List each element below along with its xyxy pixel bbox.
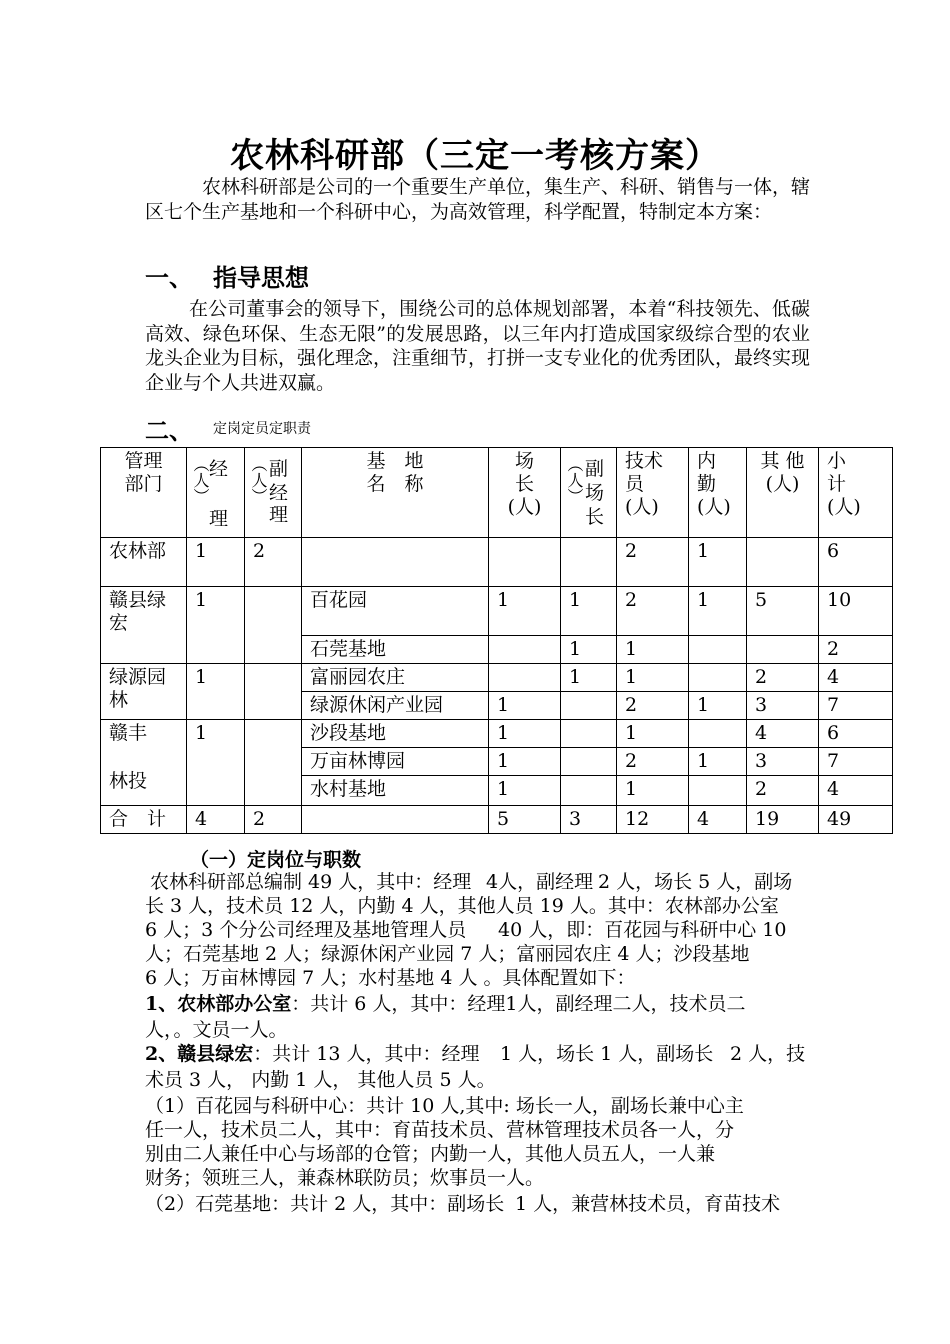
cell-deputy (245, 664, 302, 720)
cell-tech: 1 (617, 664, 689, 692)
header-subtotal: 小 计 (人) (819, 448, 893, 538)
cell-base: 绿源休闲产业园 (302, 692, 489, 720)
table-row (101, 720, 893, 748)
cell-head (489, 664, 561, 692)
section2-title: 定岗定员定职责 (213, 421, 311, 437)
cell-vice-head (561, 692, 617, 720)
cell-internal: 1 (689, 538, 747, 587)
text-line: 2 人，技 (730, 1043, 806, 1065)
section2-number: 二、 (145, 417, 193, 445)
document-title: 农林科研部（三定一考核方案） (230, 136, 720, 176)
cell-subtotal: 4 (819, 776, 893, 806)
cell-dept: 合 计 (101, 806, 187, 834)
section1-number: 一、 (145, 264, 193, 292)
cell-tech: 1 (617, 720, 689, 748)
cell-internal: 4 (689, 806, 747, 834)
cell-base: 万亩林博园 (302, 748, 489, 776)
table-row (101, 587, 893, 636)
cell-manager: 1 (187, 664, 245, 720)
cell-subtotal: 7 (819, 692, 893, 720)
text-line: 2、赣县绿宏：共计 13 人，其中：经理 (145, 1043, 480, 1065)
cell-base: 石莞基地 (302, 636, 489, 664)
header-head: 场 长 (人) (489, 448, 561, 538)
text-line: 6 人；3 个分公司经理及基地管理人员 (145, 919, 467, 941)
text-line: 人；石莞基地 2 人；绿源休闲产业园 7 人；富丽园农庄 4 人；沙段基地 (145, 943, 750, 965)
intro-paragraph: 农林科研部是公司的一个重要生产单位，集生产、科研、销售与一体，辖区七个生产基地和一个科研中心，为高效管理，科学配置，特制定本方案： (145, 176, 811, 223)
cell-tech: 2 (617, 692, 689, 720)
cell-head: 1 (489, 587, 561, 636)
header-internal: 内 勤 (人) (689, 448, 747, 538)
cell-base: 百花园 (302, 587, 489, 636)
text-line: （1）百花园与科研中心：共计 10 人,其中: 场长一人，副场长兼中心主 (145, 1095, 744, 1117)
cell-dept: 赣丰 林投 (101, 720, 187, 806)
cell-vice-head: 1 (561, 664, 617, 692)
cell-base: 水村基地 (302, 776, 489, 806)
cell-head: 1 (489, 748, 561, 776)
header-manager: （人） 经 理 (187, 448, 245, 538)
cell-other: 2 (747, 664, 819, 692)
table-total-row (101, 806, 893, 834)
text-line: 2 人，场长 5 人，副场 (598, 871, 793, 893)
cell-deputy: 2 (245, 538, 302, 587)
text-line: 任一人，技术员二人，其中：育苗技术员、营林管理技术员各一人，分 (145, 1119, 735, 1141)
cell-other (747, 538, 819, 587)
cell-head: 1 (489, 720, 561, 748)
header-other: 其 他 (人) (747, 448, 819, 538)
cell-tech: 2 (617, 587, 689, 636)
text-line: 4人，副经理 (486, 871, 594, 893)
text-line: 1、农林部办公室：共计 6 人，其中：经理1人，副经理二人，技术员二 (145, 993, 746, 1015)
cell-other: 5 (747, 587, 819, 636)
cell-vice-head: 1 (561, 636, 617, 664)
cell-subtotal: 6 (819, 720, 893, 748)
cell-internal: 1 (689, 587, 747, 636)
text-line: （2）石莞基地：共计 2 人，其中：副场长 (145, 1193, 505, 1215)
cell-other: 3 (747, 692, 819, 720)
text-line: 农林科研部总编制 49 人，其中：经理 (150, 871, 472, 893)
cell-deputy (245, 720, 302, 806)
cell-base (302, 538, 489, 587)
cell-dept: 农林部 (101, 538, 187, 587)
cell-tech: 2 (617, 748, 689, 776)
table-row (101, 664, 893, 692)
cell-head (489, 636, 561, 664)
cell-dept: 绿源园林 (101, 664, 187, 720)
cell-vice-head (561, 748, 617, 776)
cell-internal (689, 720, 747, 748)
cell-internal (689, 776, 747, 806)
cell-tech: 12 (617, 806, 689, 834)
cell-subtotal: 4 (819, 664, 893, 692)
cell-other: 19 (747, 806, 819, 834)
subsection-title: （一）定岗位与职数 (190, 849, 362, 871)
text-line: 1 人，兼营林技术员，育苗技术 (515, 1193, 781, 1215)
cell-subtotal: 6 (819, 538, 893, 587)
cell-vice-head: 1 (561, 587, 617, 636)
cell-subtotal: 7 (819, 748, 893, 776)
section1-title: 指导思想 (213, 264, 309, 292)
cell-internal (689, 636, 747, 664)
cell-subtotal: 49 (819, 806, 893, 834)
cell-other: 4 (747, 720, 819, 748)
cell-base (302, 806, 489, 834)
cell-deputy: 2 (245, 806, 302, 834)
cell-subtotal: 10 (819, 587, 893, 636)
cell-manager: 1 (187, 538, 245, 587)
cell-head (489, 538, 561, 587)
header-tech: 技术 员 (人) (617, 448, 689, 538)
cell-head: 5 (489, 806, 561, 834)
header-deputy: （人） 副 经 理 (245, 448, 302, 538)
text-line: 6 人；万亩林博园 7 人；水村基地 4 人 。具体配置如下： (145, 967, 636, 989)
cell-internal: 1 (689, 748, 747, 776)
text-line: 1 人，场长 1 人，副场长 (500, 1043, 714, 1065)
section1-body: 在公司董事会的领导下，围绕公司的总体规划部署，本着“科技领先、低碳高效、绿色环保、生态无限”的发展思路，以三年内打造成国家级综合型的农业龙头企业为目标，强化理念，注重细节，打拼一支专业化的优秀团队，最终实现企业与个人共进双赢。 (145, 298, 811, 394)
cell-internal: 1 (689, 692, 747, 720)
cell-subtotal: 2 (819, 636, 893, 664)
text-line: 别由二人兼任中心与场部的仓管；内勤一人，其他人员五人，一人兼 (145, 1143, 716, 1165)
cell-vice-head: 3 (561, 806, 617, 834)
header-vice-head: （人） 副 场 长 (561, 448, 617, 538)
cell-internal (689, 664, 747, 692)
cell-other (747, 636, 819, 664)
cell-base: 富丽园农庄 (302, 664, 489, 692)
cell-vice-head (561, 720, 617, 748)
cell-manager: 1 (187, 720, 245, 806)
text-line: 长 3 人，技术员 12 人，内勤 4 人，其他人员 19 人。其中：农林部办公室 (145, 895, 779, 917)
cell-vice-head (561, 538, 617, 587)
cell-other: 2 (747, 776, 819, 806)
cell-other: 3 (747, 748, 819, 776)
cell-head: 1 (489, 776, 561, 806)
header-base: 基 地 名 称 (302, 448, 489, 538)
text-line: 术员 3 人， 内勤 1 人， 其他人员 5 人。 (145, 1069, 496, 1091)
cell-vice-head (561, 776, 617, 806)
text-line: 人，。文员一人。 (145, 1019, 288, 1041)
cell-manager: 1 (187, 587, 245, 664)
header-dept: 管理 部门 (101, 448, 187, 538)
text-line: 财务；领班三人，兼森林联防员；炊事员一人。 (145, 1167, 545, 1189)
staffing-table (100, 447, 893, 834)
cell-base: 沙段基地 (302, 720, 489, 748)
table-header-row (101, 448, 893, 538)
cell-dept: 赣县绿宏 (101, 587, 187, 664)
cell-tech: 1 (617, 776, 689, 806)
text-line: 40 人，即：百花园与科研中心 10 (498, 919, 787, 941)
table-row (101, 538, 893, 587)
cell-head: 1 (489, 692, 561, 720)
cell-tech: 1 (617, 636, 689, 664)
cell-manager: 4 (187, 806, 245, 834)
cell-deputy (245, 587, 302, 664)
cell-tech: 2 (617, 538, 689, 587)
